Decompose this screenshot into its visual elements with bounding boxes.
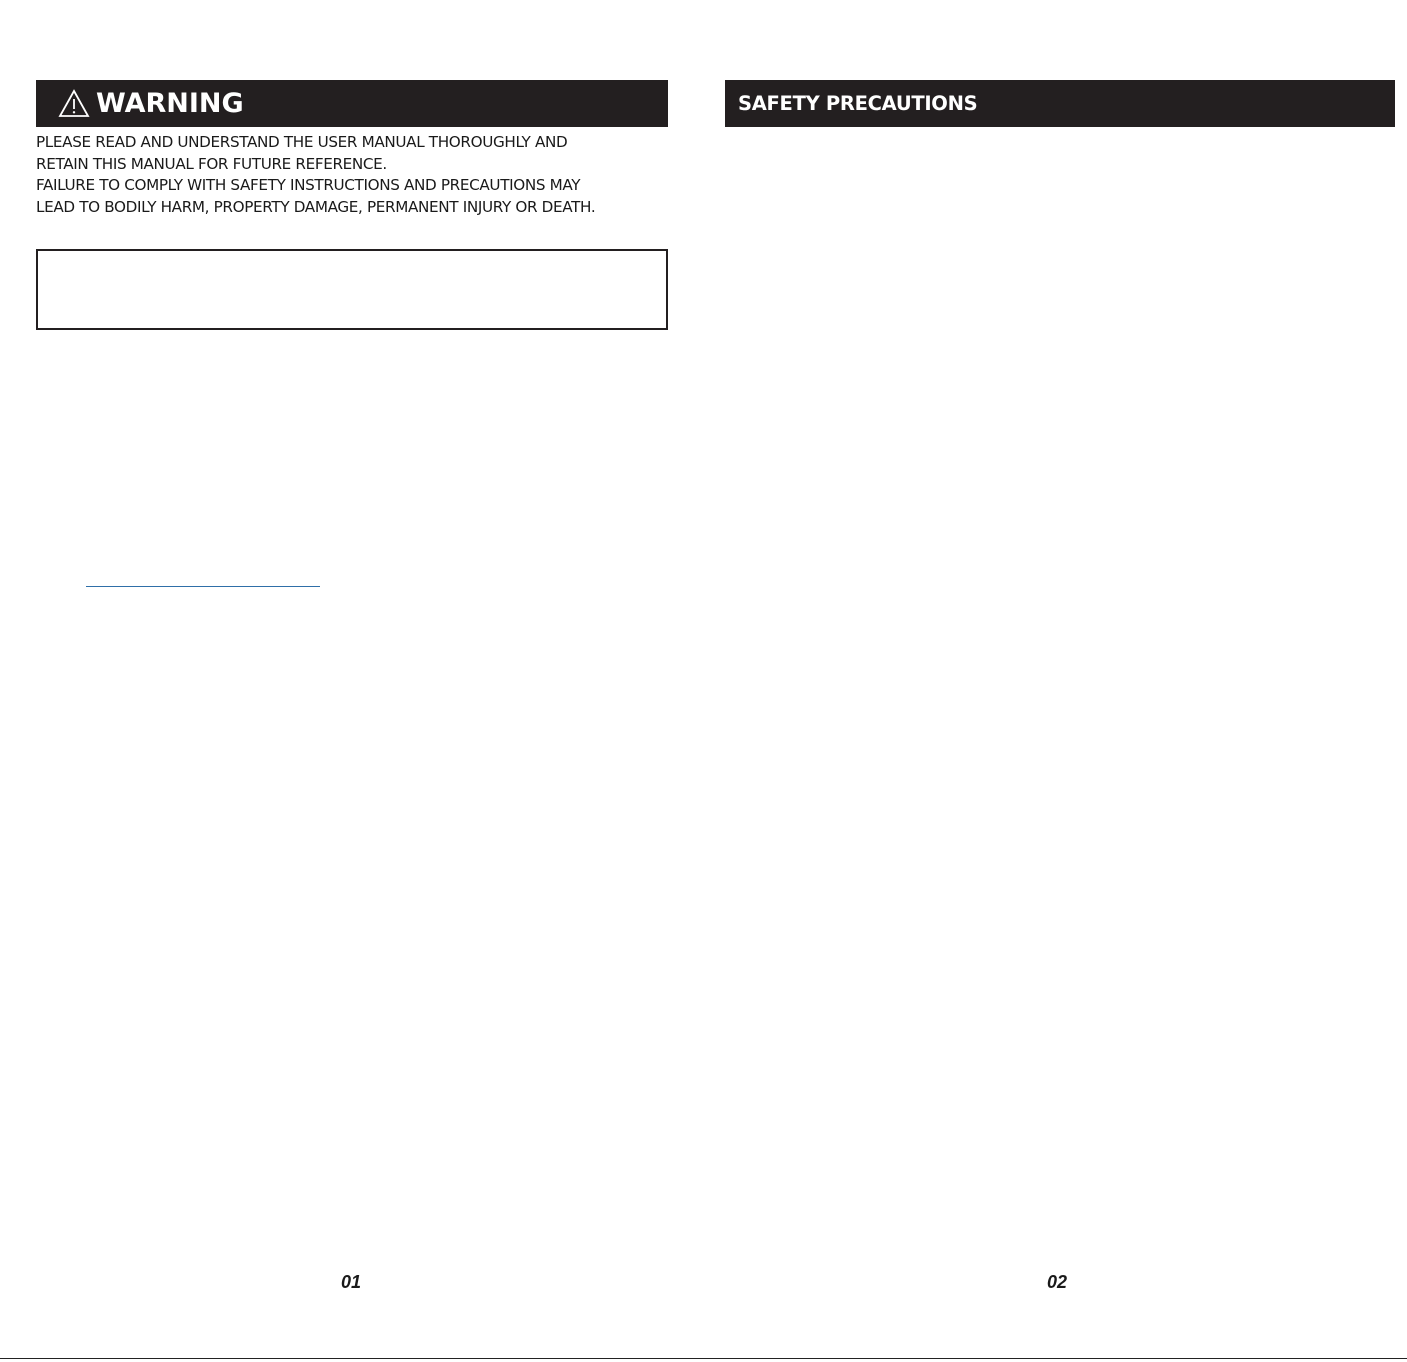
warning-triangle-icon [58,89,90,119]
bottom-edge-line [0,1358,1407,1359]
warning-line: RETAIN THIS MANUAL FOR FUTURE REFERENCE. [36,154,387,173]
page-number-right: 02 [1047,1272,1068,1292]
warning-line: PLEASE READ AND UNDERSTAND THE USER MANUAL THOROUGHLY AND [36,133,568,151]
warning-text-block [36,132,676,218]
blue-divider-line [86,586,320,587]
notice-box [36,249,668,330]
warning-line: FAILURE TO COMPLY WITH SAFETY INSTRUCTIONS AND PRECAUTIONS MAY [36,176,581,195]
safety-precautions-title: SAFETY PRECAUTIONS [738,92,978,115]
page-number-left: 01 [341,1272,362,1292]
warning-header-bar [36,80,668,127]
warning-line: LEAD TO BODILY HARM, PROPERTY DAMAGE, PERMANENT INJURY OR DEATH. [36,197,596,216]
warning-title: WARNING [96,88,244,119]
safety-precautions-header-bar [725,80,1395,127]
